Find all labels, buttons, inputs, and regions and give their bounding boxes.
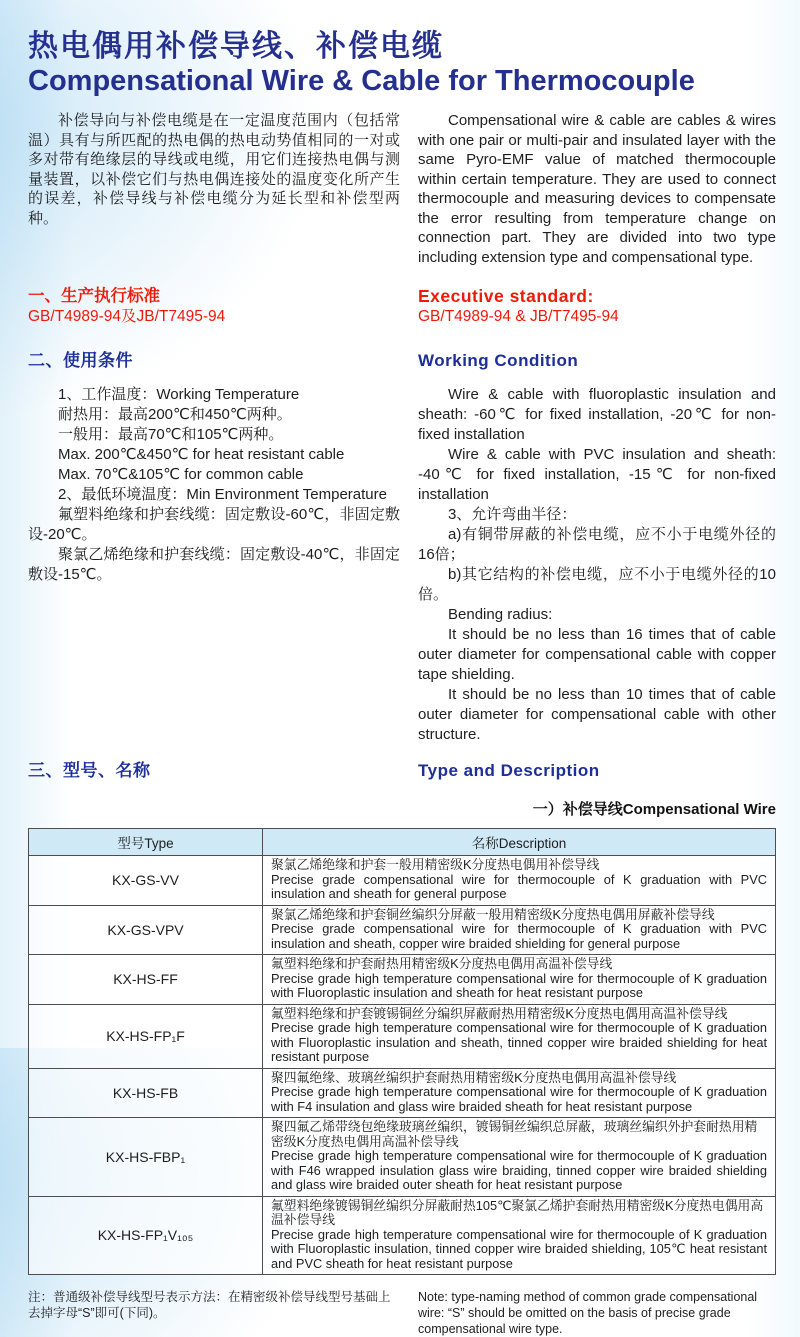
table-row: [29, 905, 776, 955]
description-zh: 聚氯乙烯绝缘和护套铜丝编织分屏蔽一般用精密级K分度热电偶用屏蔽补偿导线: [271, 906, 715, 922]
intro-columns: [28, 98, 776, 267]
executive-standard-value: GB/T4989-94 & JB/T7495-94: [418, 308, 619, 325]
executive-standard-heading: Executive standard:: [418, 286, 594, 306]
table-row: [29, 1004, 776, 1068]
description-zh: 聚四氟绝缘、玻璃丝编织护套耐热用精密级K分度热电偶用高温补偿导线: [271, 1069, 677, 1085]
standard-columns: [28, 267, 776, 331]
type-cell: KX-HS-FF: [29, 955, 263, 1005]
table-body: [29, 856, 776, 1275]
description-en: Precise grade high temperature compensational wire for thermocouple of K graduation with Fluoroplastic insulation and sheath, tinned copper wire braided shielding for heat resistant purpose: [271, 1020, 767, 1064]
wire-subtitle: 一）补偿导线Compensational Wire: [532, 801, 776, 818]
standard-heading-zh: 一、生产执行标准: [28, 287, 160, 305]
condition-line: Wire & cable with PVC insulation and sheath: -40℃ for fixed installation, -15℃ for non-fixed installation: [418, 446, 776, 503]
condition-line: 一般用：最高70℃和105℃两种。: [58, 426, 284, 443]
condition-line: b)其它结构的补偿电缆，应不小于电缆外径的10倍。: [418, 566, 776, 603]
description-en: Precise grade compensational wire for thermocouple of K graduation with PVC insulation and sheath for general purpose: [271, 871, 767, 901]
table-head: [29, 829, 776, 856]
condition-line: 耐热用：最高200℃和450℃两种。: [58, 406, 292, 423]
condition-content-columns: [28, 371, 776, 745]
page-title-en: Compensational Wire & Cable for Thermocouple: [28, 65, 695, 97]
page-title-zh: 热电偶用补偿导线、补偿电缆: [28, 30, 444, 63]
condition-line: 1、工作温度：Working Temperature: [58, 386, 300, 403]
description-zh: 聚氯乙烯绝缘和护套一般用精密级K分度热电偶用补偿导线: [271, 857, 600, 872]
description-en: Precise grade high temperature compensational wire for thermocouple of K graduation with F46 wrapped insulation glass wire braiding, tinned copper wire braided shielding and glass wire braided outer sheath for heat resistant purpose: [271, 1148, 767, 1192]
description-cell: [263, 1004, 776, 1068]
type-cell: KX-GS-VPV: [29, 905, 263, 955]
description-cell: [263, 856, 776, 906]
table-header-type: 型号Type: [29, 829, 263, 856]
table-header-description: 名称Description: [263, 829, 776, 856]
condition-line: Max. 70℃&105℃ for common cable: [58, 466, 304, 483]
type-cell: KX-HS-FBP₁: [29, 1118, 263, 1197]
description-cell: [263, 1118, 776, 1197]
table-row: [29, 856, 776, 906]
standard-value-zh: GB/T4989-94及JB/T7495-94: [28, 308, 226, 325]
standard-block-zh: [28, 287, 400, 331]
description-en: Precise grade compensational wire for thermocouple of K graduation with PVC insulation and sheath, copper wire braided shielding for general purpose: [271, 921, 767, 951]
condition-line: It should be no less than 16 times that of cable outer diameter for compensational cable with copper tape shielding.: [418, 626, 776, 683]
type-cell: KX-GS-VV: [29, 856, 263, 906]
description-en: Precise grade high temperature compensational wire for thermocouple of K graduation with Fluoroplastic insulation and sheath for heat resistant purpose: [271, 970, 767, 1000]
type-heading-columns: [28, 745, 776, 781]
condition-list-zh: [28, 385, 400, 745]
condition-line: a)有铜带屏蔽的补偿电缆，应不小于电缆外径的16倍；: [418, 526, 776, 563]
table-row: [29, 955, 776, 1005]
note-en: Note: type-naming method of common grade compensational wire: “S” should be omitted on the basis of precise grade compensational wire type.: [418, 1290, 758, 1336]
compensational-wire-table: [28, 828, 776, 1275]
condition-line: Wire & cable with fluoroplastic insulation and sheath: -60℃ for fixed installation, -20℃ for non-fixed installation: [418, 386, 776, 443]
description-en: Precise grade high temperature compensational wire for thermocouple of K graduation with Fluoroplastic insulation, tinned copper wire braided shielding, 105℃ heat resistant and PVC sheath for heat resistant purpose: [271, 1226, 767, 1271]
condition-line: It should be no less than 10 times that of cable outer diameter for compensational cable with other structure.: [418, 686, 776, 743]
table-row: [29, 1196, 776, 1275]
description-zh: 氟塑料绝缘和护套镀锡铜丝分编织屏蔽耐热用精密级K分度热电偶用高温补偿导线: [271, 1005, 728, 1021]
condition-line: Max. 200℃&450℃ for heat resistant cable: [58, 446, 345, 463]
section-heading-type-zh: 三、型号、名称: [28, 761, 151, 780]
description-cell: [263, 905, 776, 955]
type-cell: KX-HS-FP₁F: [29, 1004, 263, 1068]
intro-paragraph-en: Compensational wire & cable are cables & wires with one pair or multi-pair and insulated layer with the same Pyro-EMF value of matched thermocouple within certain temperature. They are used to connect thermocouple and measuring devices to compensate the error resulting from temperature change on connection part. They are divided into two type including extension type and compensational type.: [418, 112, 776, 266]
description-zh: 氟塑料绝缘和护套耐热用精密级K分度热电偶用高温补偿导线: [271, 956, 613, 971]
section-heading-type-en: Type and Description: [418, 761, 600, 780]
section-heading-working-condition: Working Condition: [418, 351, 579, 370]
footnotes: [28, 1289, 776, 1337]
intro-paragraph-zh: 补偿导向与补偿电缆是在一定温度范围内（包括常温）具有与所匹配的热电偶的热电动势值相同的一对或多对带有绝缘层的导线或电缆，用它们连接热电偶与测量装置，以补偿它们与热电偶连接处的温度变化所产生的误差，补偿导线与补偿电缆分为延长型和补偿型两种。: [28, 112, 400, 227]
condition-list-en: [418, 385, 776, 745]
description-cell: [263, 1196, 776, 1275]
standard-block-en: [418, 287, 776, 331]
note-zh: 注：普通级补偿导线型号表示方法：在精密级补偿导线型号基础上去掉字母“S”即可(下同)。: [28, 1290, 391, 1320]
condition-line: 聚氯乙烯绝缘和护套线缆：固定敷设-40℃，非固定敷设-15℃。: [28, 546, 400, 583]
table-row: [29, 1118, 776, 1197]
description-cell: [263, 955, 776, 1005]
description-cell: [263, 1068, 776, 1118]
condition-line: Bending radius:: [448, 606, 553, 623]
type-cell: KX-HS-FB: [29, 1068, 263, 1118]
description-en: Precise grade high temperature compensational wire for thermocouple of K graduation with F4 insulation and glass wire braided sheath for heat resistant purpose: [271, 1084, 767, 1114]
description-zh: 氟塑料绝缘镀锡铜丝编织分屏蔽耐热105℃聚氯乙烯护套耐热用精密级K分度热电偶用高温补偿导线: [271, 1197, 764, 1227]
type-cell: KX-HS-FP₁V₁₀₅: [29, 1196, 263, 1275]
section-heading-usage-zh: 二、使用条件: [28, 351, 133, 370]
condition-heading-columns: [28, 331, 776, 371]
condition-line: 氟塑料绝缘和护套线缆：固定敷设-60℃，非固定敷设-20℃。: [28, 506, 400, 543]
condition-line: 2、最低环境温度：Min Environment Temperature: [58, 486, 387, 503]
description-zh: 聚四氟乙烯带绕包绝缘玻璃丝编织，镀锡铜丝编织总屏蔽，玻璃丝编织外护套耐热用精密级K分度热电偶用高温补偿导线: [271, 1119, 758, 1149]
table-row: [29, 1068, 776, 1118]
condition-line: 3、允许弯曲半径：: [448, 506, 577, 523]
